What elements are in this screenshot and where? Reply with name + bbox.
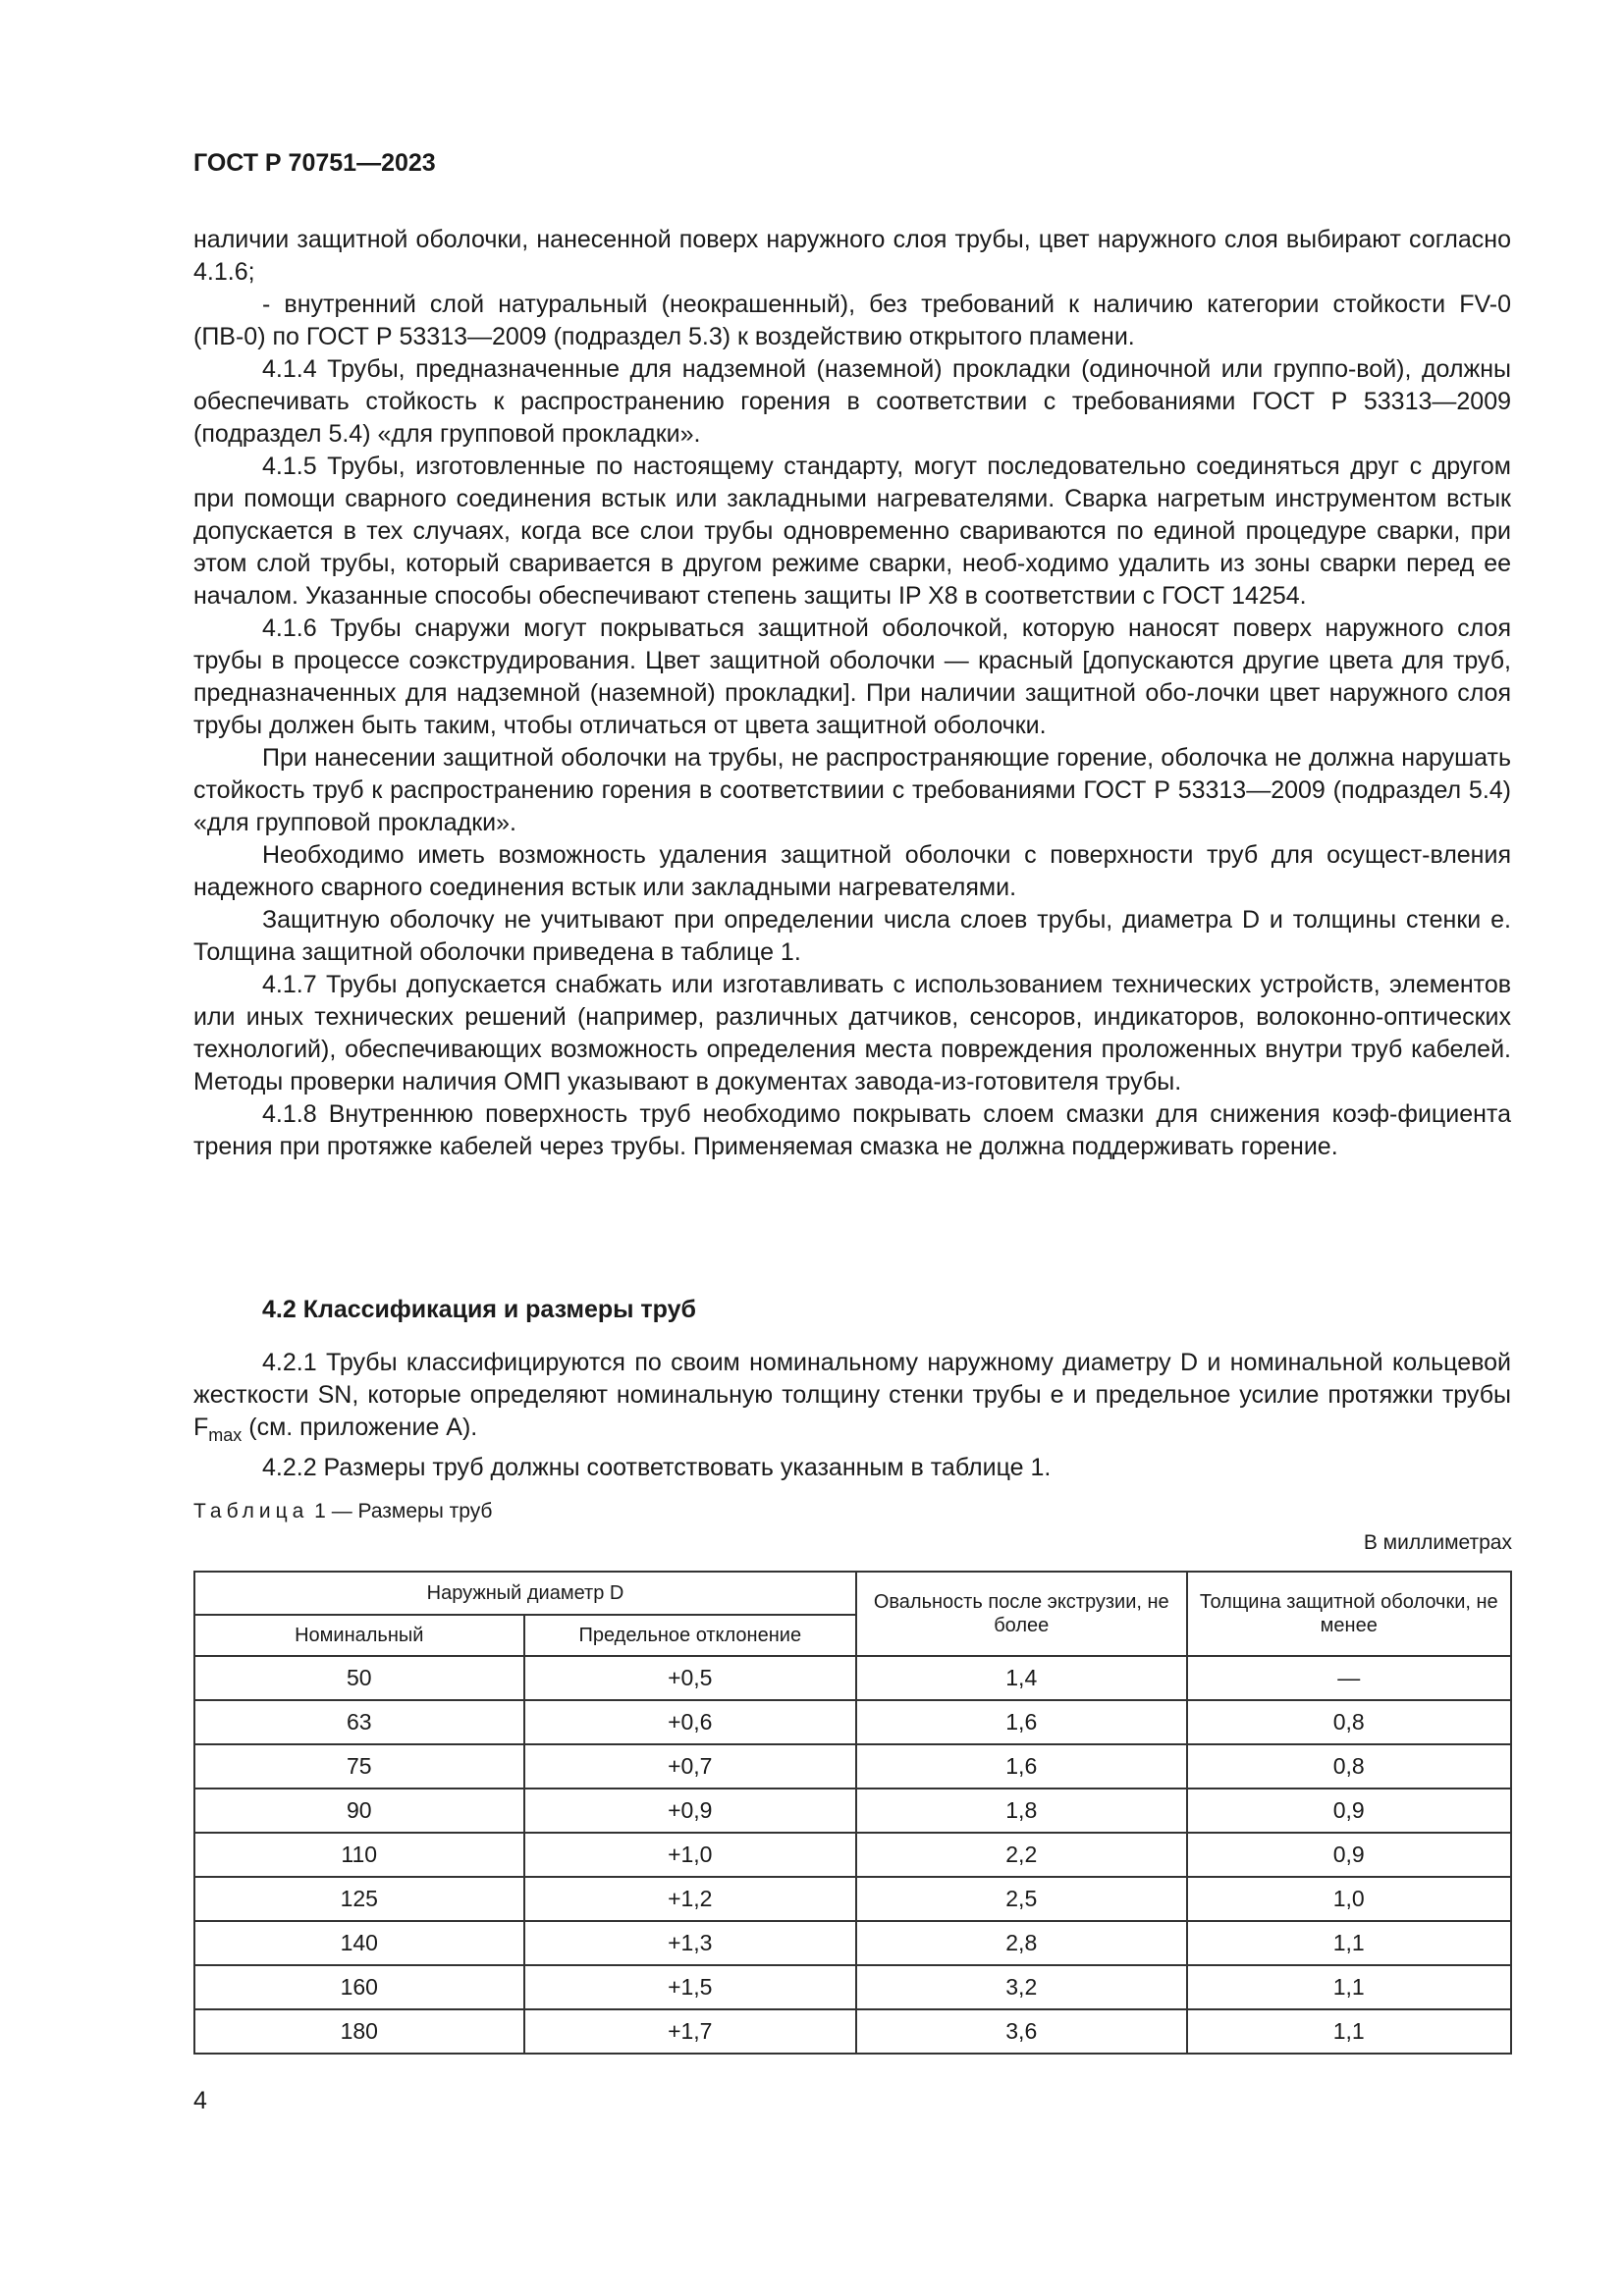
table-cell: 110 (194, 1833, 524, 1877)
table-cell: +1,5 (524, 1965, 856, 2009)
table-row (194, 1744, 1511, 1789)
table-row (194, 2009, 1511, 2054)
table-cell: +1,0 (524, 1833, 856, 1877)
paragraph: 4.1.4 Трубы, предназначенные для надземной (наземной) прокладки (одиночной или группо-вой), должны обеспечивать стойкость к распространению горения в соответствии с требованиями ГОСТ Р 53313—2009 (подраздел 5.4) «для групповой прокладки». (193, 355, 1511, 448)
table-cell: 2,8 (856, 1921, 1186, 1965)
header-nominal: Номинальный (194, 1615, 524, 1656)
table-row (194, 1877, 1511, 1921)
table-cell: 1,0 (1187, 1877, 1512, 1921)
table-cell: 90 (194, 1789, 524, 1833)
table-caption-title: 1 — Размеры труб (308, 1500, 493, 1522)
paragraph: При нанесении защитной оболочки на трубы, не распространяющие горение, оболочка не должна нарушать стойкость труб к распространению горения в соответствиии с требованиями ГОСТ Р 53313—2009 (подраздел 5.4) «для групповой прокладки». (193, 744, 1511, 836)
dimensions-table (193, 1571, 1512, 2055)
table-cell: 1,6 (856, 1744, 1186, 1789)
section-body-text (193, 1347, 1511, 1484)
table-cell: 3,6 (856, 2009, 1186, 2054)
table-row (194, 1965, 1511, 2009)
paragraph: 4.1.8 Внутреннюю поверхность труб необходимо покрывать слоем смазки для снижения коэф-фициента трения при протяжке кабелей через трубы. Применяемая смазка не должна поддерживать горение. (193, 1100, 1511, 1160)
table-cell: 140 (194, 1921, 524, 1965)
table-cell: +1,7 (524, 2009, 856, 2054)
table-row (194, 1656, 1511, 1700)
table-caption (193, 1500, 492, 1523)
paragraph: - внутренний слой натуральный (неокрашенный), без требований к наличию категории стойкости FV-0 (ПВ-0) по ГОСТ Р 53313—2009 (подраздел 5.3) к воздействию открытого пламени. (193, 291, 1511, 350)
header-shell-thickness: Толщина защитной оболочки, не менее (1187, 1572, 1512, 1656)
table-units: В миллиметрах (1363, 1531, 1512, 1554)
paragraph: Защитную оболочку не учитывают при определении числа слоев трубы, диаметра D и толщины стенки e. Толщина защитной оболочки приведена в таблице 1. (193, 906, 1511, 966)
paragraph-text: (см. приложение А). (242, 1414, 478, 1441)
table-cell: 0,8 (1187, 1744, 1512, 1789)
document-header: ГОСТ Р 70751—2023 (193, 149, 436, 177)
table-cell: 2,5 (856, 1877, 1186, 1921)
table-cell: +0,5 (524, 1656, 856, 1700)
table-cell: 0,8 (1187, 1700, 1512, 1744)
table-cell: 1,1 (1187, 2009, 1512, 2054)
page-number: 4 (193, 2087, 207, 2114)
header-deviation: Предельное отклонение (524, 1615, 856, 1656)
table-row (194, 1921, 1511, 1965)
table-caption-label: Таблица (193, 1500, 309, 1522)
table-cell: 1,8 (856, 1789, 1186, 1833)
table-cell: 1,4 (856, 1656, 1186, 1700)
subscript: max (208, 1425, 243, 1445)
table-cell: 160 (194, 1965, 524, 2009)
table-row (194, 1700, 1511, 1744)
paragraph: 4.1.7 Трубы допускается снабжать или изготавливать с использованием технических устройств, элементов или иных технических решений (например, различных датчиков, сенсоров, индикаторов, волоконно-оптических технологий), обеспечивающих возможность определения места повреждения проложенных внутри труб кабелей. Методы проверки наличия ОМП указывают в документах завода-из-готовителя трубы. (193, 971, 1511, 1095)
header-outer-diameter: Наружный диаметр D (194, 1572, 856, 1615)
table-cell: 75 (194, 1744, 524, 1789)
table-cell: 50 (194, 1656, 524, 1700)
paragraph (193, 1347, 1511, 1452)
table-cell: 1,1 (1187, 1965, 1512, 2009)
table-cell: +1,3 (524, 1921, 856, 1965)
body-text (193, 224, 1511, 1163)
paragraph: Необходимо иметь возможность удаления защитной оболочки с поверхности труб для осущест-вления надежного сварного соединения встык или закладными нагревателями. (193, 841, 1511, 901)
section-heading: 4.2 Классификация и размеры труб (262, 1296, 696, 1323)
table-row (194, 1789, 1511, 1833)
table-cell: +1,2 (524, 1877, 856, 1921)
table-cell: 1,6 (856, 1700, 1186, 1744)
paragraph: наличии защитной оболочки, нанесенной поверх наружного слоя трубы, цвет наружного слоя выбирают согласно 4.1.6; (193, 226, 1511, 286)
table-cell: 125 (194, 1877, 524, 1921)
paragraph: 4.1.5 Трубы, изготовленные по настоящему стандарту, могут последовательно соединяться друг с другом при помощи сварного соединения встык или закладными нагревателями. Сварка нагретым инструментом встык допускается в тех случаях, когда все слои трубы одновременно свариваются по единой процедуре сварки, при этом слой трубы, который сваривается в другом режиме сварки, необ-ходимо удалить из зоны сварки перед ее началом. Указанные способы обеспечивают степень защиты IP X8 в соответствии с ГОСТ 14254. (193, 453, 1511, 610)
paragraph: 4.1.6 Трубы снаружи могут покрываться защитной оболочкой, которую наносят поверх наружного слоя трубы в процессе соэкструдирования. Цвет защитной оболочки — красный [допускаются другие цвета для труб, предназначенных для надземной (наземной) прокладки]. При наличии защитной обо-лочки цвет наружного слоя трубы должен быть таким, чтобы отличаться от цвета защитной оболочки. (193, 614, 1511, 739)
paragraph-text: 4.2.1 Трубы классифицируются по своим номинальному наружному диаметру D и номинальной кольцевой жесткости SN, которые определяют номинальную толщину стенки трубы e и предельное усилие протяжки трубы F (193, 1349, 1511, 1441)
paragraph: 4.2.2 Размеры труб должны соответствовать указанным в таблице 1. (262, 1454, 1052, 1481)
table-cell: 1,1 (1187, 1921, 1512, 1965)
table-cell: 0,9 (1187, 1833, 1512, 1877)
table-cell: +0,6 (524, 1700, 856, 1744)
table-cell: — (1187, 1656, 1512, 1700)
table-cell: 2,2 (856, 1833, 1186, 1877)
table-cell: 63 (194, 1700, 524, 1744)
table-cell: 180 (194, 2009, 524, 2054)
table-cell: 0,9 (1187, 1789, 1512, 1833)
header-ovality: Овальность после экструзии, не более (856, 1572, 1186, 1656)
table-cell: 3,2 (856, 1965, 1186, 2009)
table-cell: +0,9 (524, 1789, 856, 1833)
table-cell: +0,7 (524, 1744, 856, 1789)
table-row (194, 1833, 1511, 1877)
